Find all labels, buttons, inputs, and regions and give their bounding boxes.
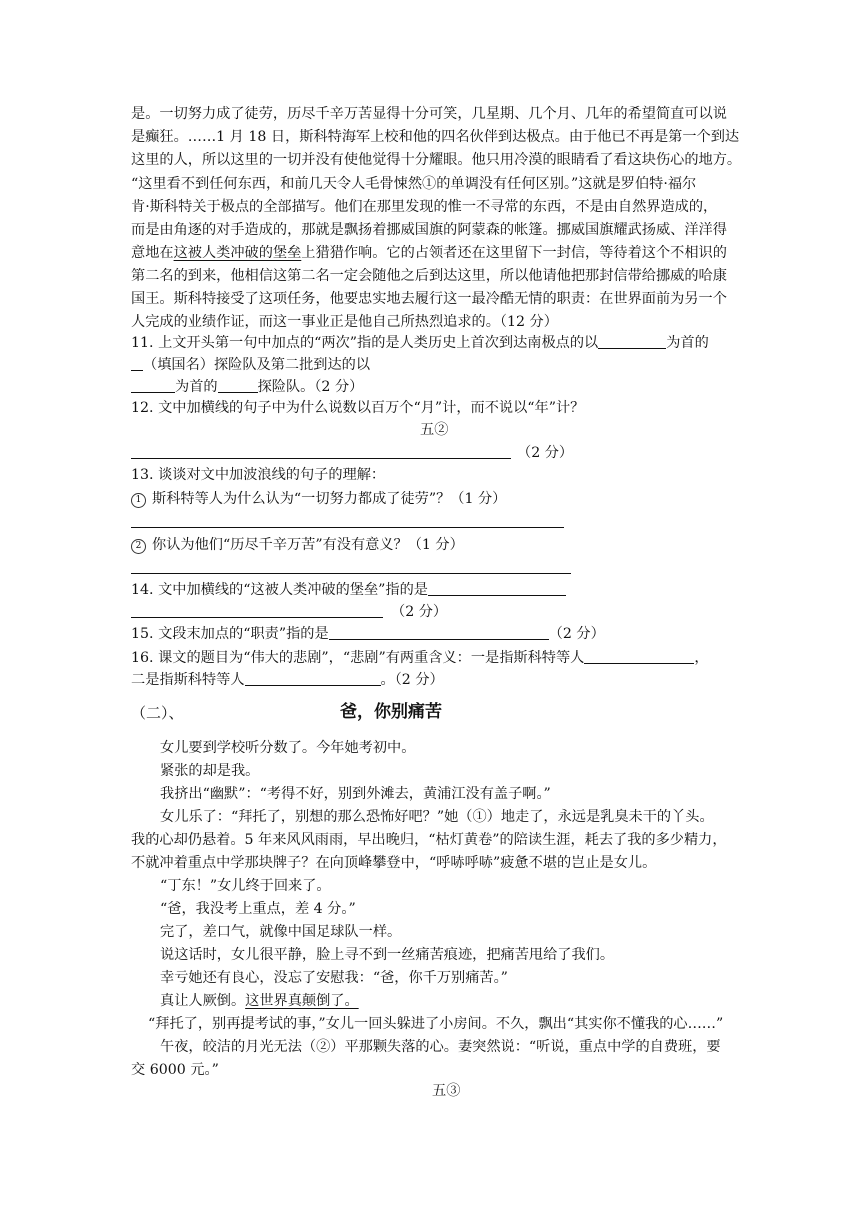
answer-blank[interactable] <box>218 378 258 393</box>
passage-line-4: “这里看不到任何东西，和前几天令人毛骨悚然①的单调没有任何区别。”这就是罗伯特·福尔 <box>131 176 697 192</box>
story-paragraph: 不就冲着重点中学那块牌子？在向顶峰攀登中，“呼哧呼哧”疲惫不堪的岂止是女儿。 <box>131 855 657 871</box>
answer-blank[interactable] <box>598 334 666 349</box>
score-label: （2 分） <box>517 445 574 461</box>
story-paragraph: “拜托了，别再提考试的事，”女儿一回头躲进了小房间。不久，飘出“其实你不懂我的心……” <box>148 1016 724 1032</box>
story-paragraph: 完了，差口气，就像中国足球队一样。 <box>160 924 402 940</box>
story-paragraph: 紧张的却是我。 <box>160 763 260 779</box>
question-13-1-text: 斯科特等人为什么认为“一切努力都成了徒劳”？（1 分） <box>152 491 507 507</box>
passage-line-7-end: 上猎猎作响。它的占领者还在这里留下一封信，等待着这个不相识的 <box>301 245 727 261</box>
question-15 <box>131 624 605 644</box>
question-13-2 <box>131 535 464 555</box>
question-16-text: 16. 课文的题目为“伟大的悲剧”，“悲剧”有两重含义：一是指斯科特等人 <box>131 650 585 666</box>
answer-blank[interactable] <box>584 649 694 664</box>
answer-blank[interactable] <box>245 671 381 686</box>
question-14-line-2 <box>131 602 447 622</box>
question-11-text: 为首的 <box>175 379 218 395</box>
answer-line[interactable] <box>131 458 511 459</box>
question-13: 13. 谈谈对文中加波浪线的句子的理解： <box>131 467 386 483</box>
question-16-text: ， <box>694 650 709 666</box>
story-paragraph: 说这话时，女儿很平静，脸上寻不到一丝痛苦痕迹，把痛苦甩给了我们。 <box>160 947 615 963</box>
page-number: 五③ <box>432 1083 461 1099</box>
question-11-line-1 <box>131 333 709 353</box>
story-text: 真让人厥倒。 <box>160 993 246 1009</box>
question-16-text: 二是指斯科特等人 <box>131 672 245 688</box>
question-13-2-text: 你认为他们“历尽千辛万苦”有没有意义？（1 分） <box>152 537 464 553</box>
question-13-1 <box>131 489 506 509</box>
score-label: （2 分） <box>391 604 448 620</box>
underlined-fortress-phrase: 这被人类冲破的堡垒 <box>173 245 302 261</box>
question-11-text: 探险队。（2 分） <box>257 379 364 395</box>
answer-blank[interactable] <box>131 603 383 618</box>
story-title: 爸，你别痛苦 <box>340 702 442 722</box>
question-12: 12. 文中加横线的句子中为什么说数以百万个“月”计，而不说以“年”计？ <box>131 400 585 416</box>
passage-line-8: 第二名的到来，他相信这第二名一定会随他之后到达这里，所以他请他把那封信带给挪威的哈康 <box>131 268 727 284</box>
story-paragraph: “丁东！”女儿终于回来了。 <box>160 878 331 894</box>
question-15-text: 15. 文段末加点的“职责”指的是 <box>131 626 329 642</box>
score-label: （2 分） <box>548 626 605 642</box>
story-paragraph: 女儿要到学校听分数了。今年她考初中。 <box>160 740 416 756</box>
story-paragraph: “爸，我没考上重点，差 4 分。” <box>160 901 356 917</box>
passage-line-6: 而是由角逐的对手造成的，那就是飘扬着挪威国旗的阿蒙森的帐篷。挪威国旗耀武扬威、洋洋得 <box>131 222 727 238</box>
question-11-text: （填国名）探险队及第二批到达的以 <box>143 357 371 373</box>
question-16-text: 。（2 分） <box>380 672 444 688</box>
question-11-line-3 <box>131 377 363 397</box>
passage-line-1: 是。一切努力成了徒劳，历尽千辛万苦显得十分可笑，几星期、几个月、几年的希望简直可以说 <box>131 106 727 122</box>
question-16-line-1 <box>131 648 709 668</box>
section-label: （二）、 <box>131 704 184 722</box>
story-paragraph: 我的心却仍悬着。5 年来风风雨雨，早出晚归，“枯灯黄卷”的陪读生涯，耗去了我的多少精力， <box>131 832 727 848</box>
question-16-line-2 <box>131 670 444 690</box>
story-paragraph <box>160 991 359 1011</box>
passage-line-3: 这里的人，所以这里的一切并没有使他觉得十分耀眼。他只用冷漠的眼睛看了看这块伤心的地方。 <box>131 152 742 168</box>
page-number: 五② <box>420 422 449 438</box>
circled-number: 1 <box>131 493 146 508</box>
circled-number: 2 <box>131 539 146 554</box>
question-11-text: 为首的 <box>666 335 709 351</box>
answer-blank[interactable] <box>131 378 175 393</box>
story-paragraph: 幸亏她还有良心，没忘了安慰我：“爸，你千万别痛苦。” <box>160 970 508 986</box>
answer-blank[interactable] <box>428 581 566 596</box>
passage-line-5: 肯·斯科特关于极点的全部描写。他们在那里发现的惟一不寻常的东西，不是由自然界造成的， <box>131 199 718 215</box>
answer-line[interactable] <box>131 573 571 574</box>
underlined-sentence: 这世界真颠倒了。 <box>245 993 359 1009</box>
question-11-line-2 <box>131 355 370 375</box>
story-paragraph: 午夜，皎洁的月光无法（②）平那颗失落的心。妻突然说：“听说，重点中学的自费班，要 <box>160 1039 721 1055</box>
passage-line-7 <box>131 243 727 263</box>
passage-line-7-start: 意地在 <box>131 245 174 261</box>
answer-blank[interactable] <box>329 625 549 640</box>
passage-line-10: 人完成的业绩作证，而这一事业正是他自己所热烈追求的。（12 分） <box>131 314 558 330</box>
answer-line[interactable] <box>131 527 564 528</box>
story-paragraph: 女儿乐了：“拜托了，别想的那么恐怖好吧？”她（①）地走了，永远是乳臭未干的丫头。 <box>160 809 714 825</box>
story-paragraph: 我挤出“幽默”：“考得不好，别到外滩去，黄浦江没有盖子啊。” <box>160 786 551 802</box>
story-paragraph: 交 6000 元。” <box>131 1062 219 1078</box>
question-14 <box>131 580 566 600</box>
answer-blank[interactable] <box>131 356 143 371</box>
passage-line-9: 国王。斯科特接受了这项任务，他要忠实地去履行这一最冷酷无情的职责：在世界面前为另一个 <box>131 291 727 307</box>
question-11-text: 11. 上文开头第一句中加点的“两次”指的是人类历史上首次到达南极点的以 <box>131 335 599 351</box>
question-14-text: 14. 文中加横线的“这被人类冲破的堡垒”指的是 <box>131 582 428 598</box>
passage-line-2: 是癫狂。……1 月 18 日，斯科特海军上校和他的四名伙伴到达极点。由于他已不再是第一个到达 <box>131 129 740 145</box>
